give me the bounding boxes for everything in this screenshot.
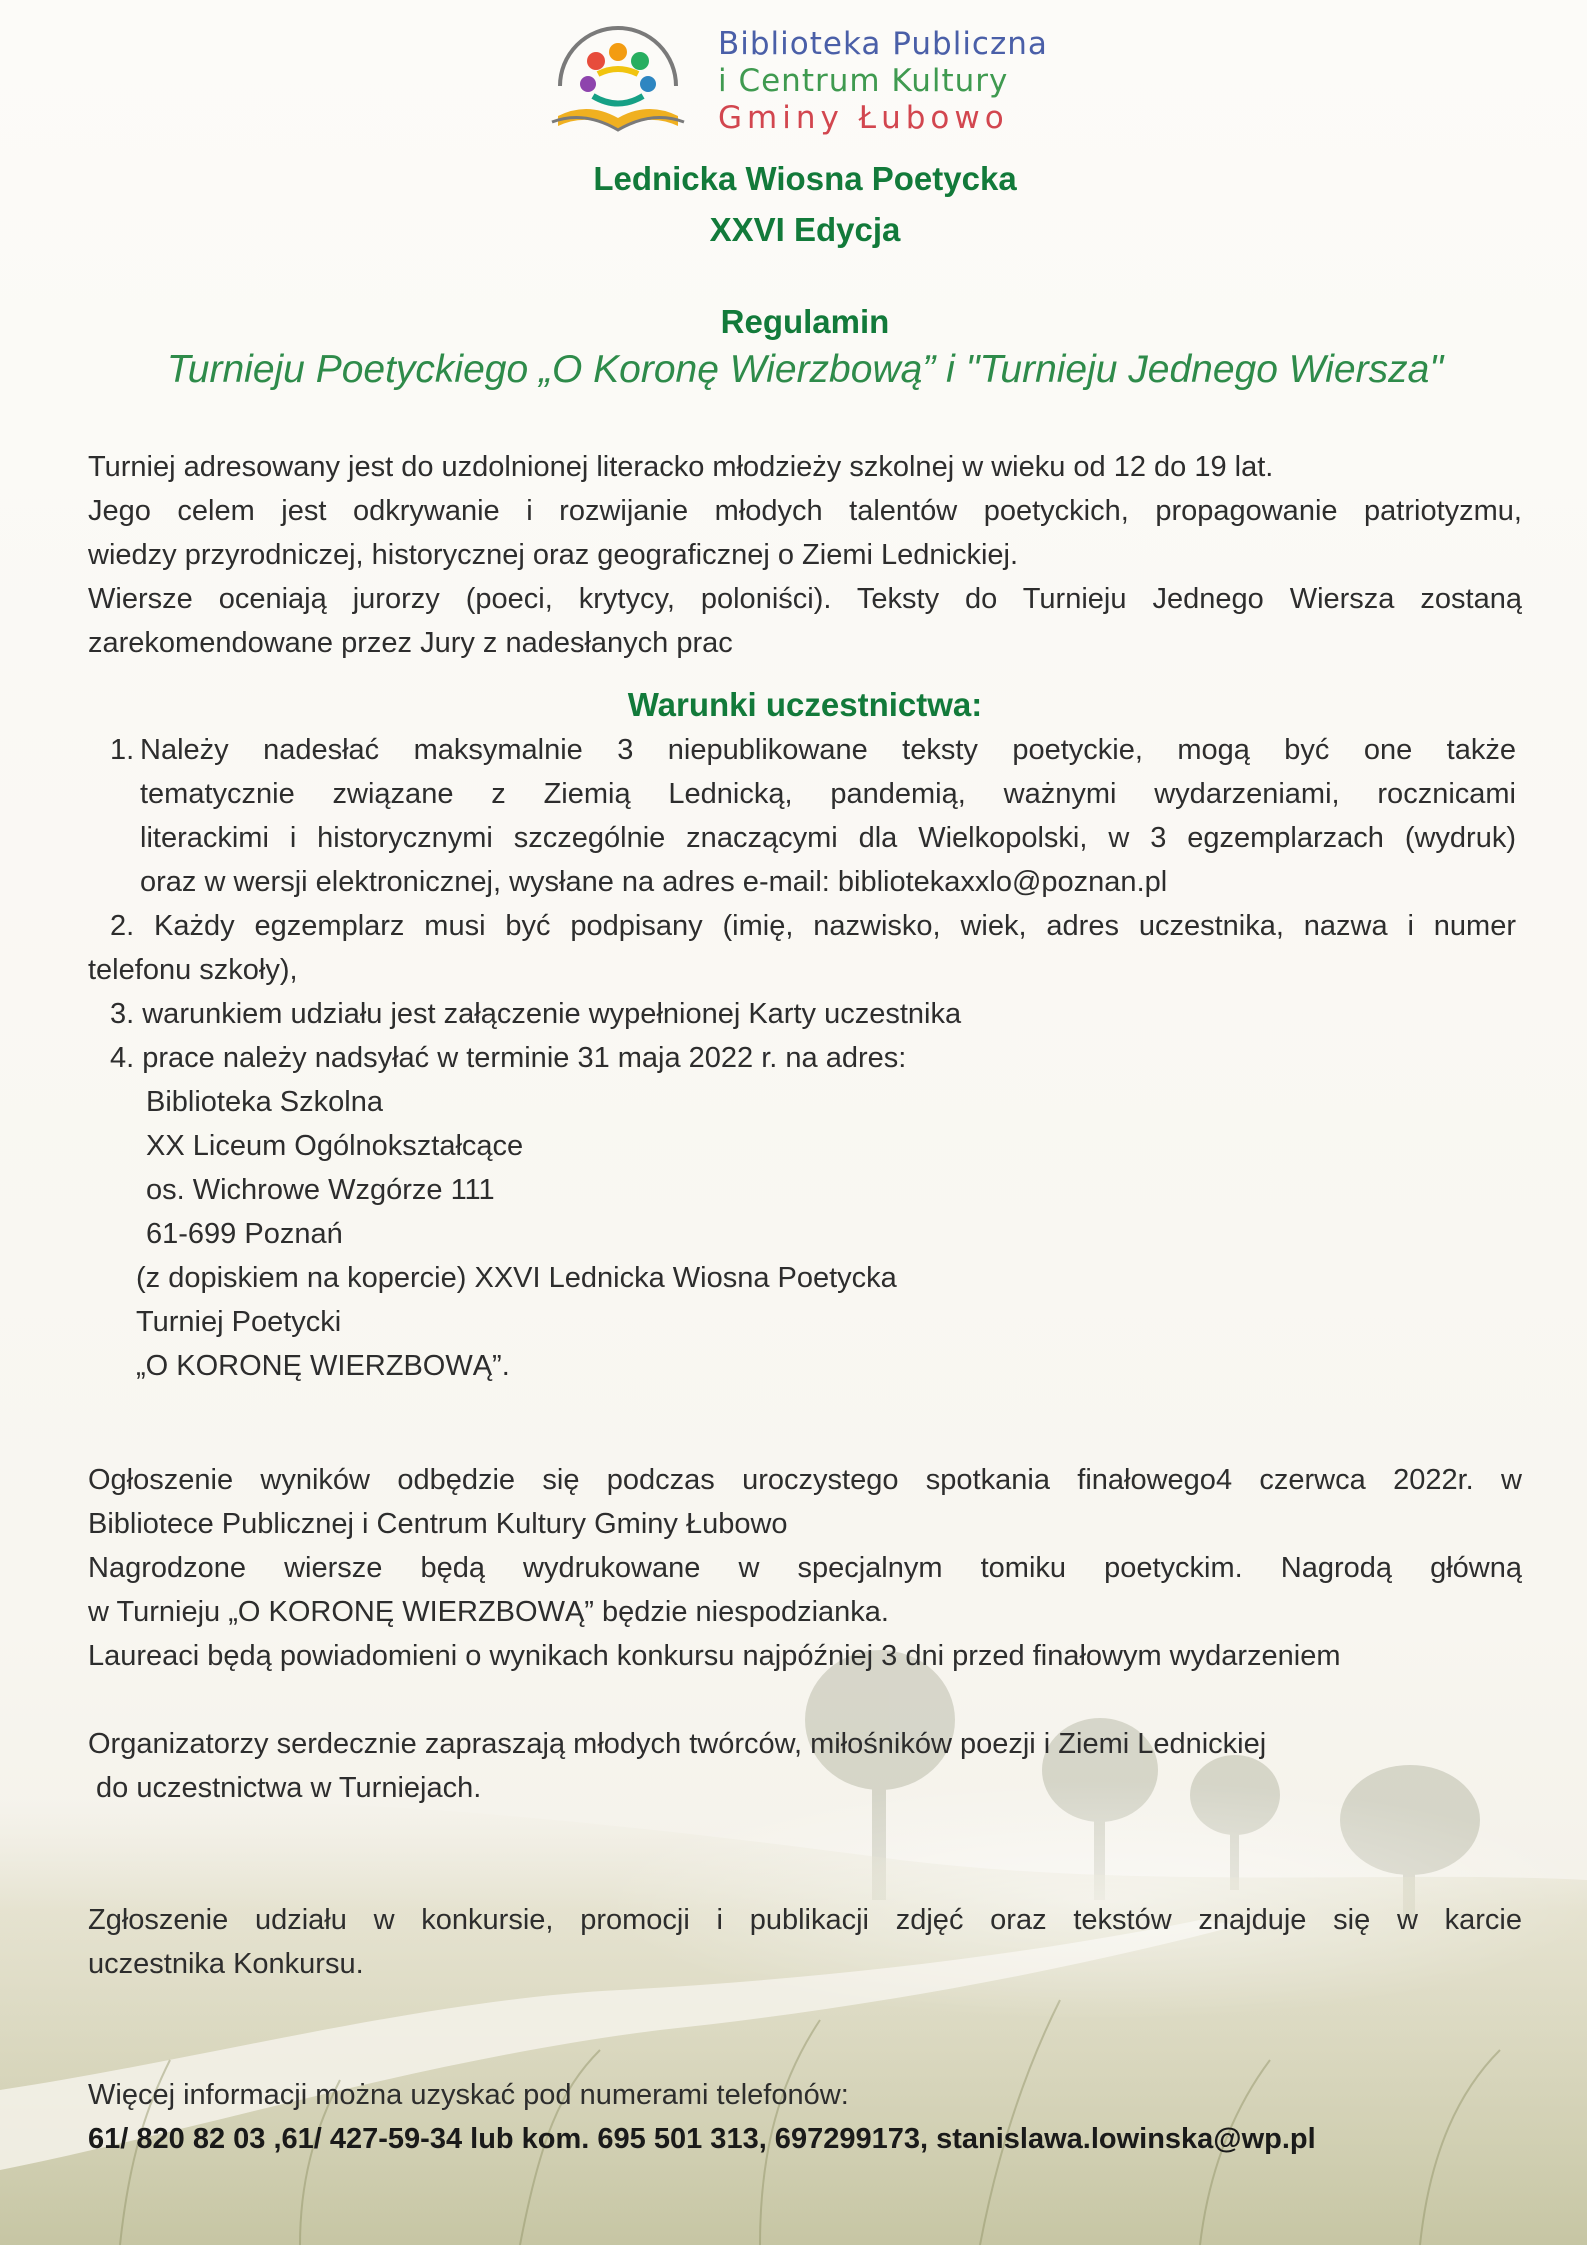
results-line-1: Ogłoszenie wyników odbędzie się podczas uroczystego spotkania finałowego4 czerwca 2022r. w [88, 1464, 1522, 1496]
condition-1-number: 1. [110, 734, 135, 766]
results-paragraph [88, 1458, 1522, 1678]
condition-1-line-4: oraz w wersji elektronicznej, wysłane na adres e-mail: bibliotekaxxlo@poznan.pl [140, 866, 1168, 898]
envelope-note-2: Turniej Poetycki [136, 1306, 342, 1338]
condition-2 [88, 904, 1516, 992]
edition-title: XXVI Edycja [709, 211, 901, 248]
condition-1 [140, 728, 1516, 904]
consent-line-2: uczestnika Konkursu. [88, 1948, 364, 1980]
intro-line-5: zarekomendowane przez Jury z nadesłanych prac [88, 627, 733, 659]
consent-paragraph [88, 1898, 1522, 1986]
condition-1-line-2: tematycznie związane z Ziemią Lednicką, pandemią, ważnymi wydarzeniami, rocznicami [140, 778, 1516, 810]
intro-paragraph [88, 445, 1522, 665]
address-line-3: os. Wichrowe Wzgórze 111 [146, 1174, 495, 1206]
event-title: Lednicka Wiosna Poetycka [593, 160, 1017, 197]
results-line-5: Laureaci będą powiadomieni o wynikach konkursu najpóźniej 3 dni przed finałowym wydarzeniem [88, 1640, 1341, 1672]
envelope-note-1: (z dopiskiem na kopercie) XXVI Lednicka Wiosna Poetycka [136, 1262, 897, 1294]
intro-line-2: Jego celem jest odkrywanie i rozwijanie młodych talentów poetyckich, propagowanie patriotyzmu, [88, 495, 1522, 527]
intro-line-4: Wiersze oceniają jurorzy (poeci, krytycy, poloniści). Teksty do Turnieju Jednego Wiersza zostaną [88, 583, 1522, 615]
contact-paragraph [88, 2073, 1522, 2161]
tournament-subtitle: Turnieju Poetyckiego „O Koronę Wierzbową” i "Turnieju Jednego Wiersza" [166, 348, 1444, 391]
contact-phones-email: 61/ 820 82 03 ,61/ 427-59-34 lub kom. 695 501 313, 697299173, stanislawa.lowinska@wp.pl [88, 2123, 1316, 2155]
regulamin-heading: Regulamin [720, 303, 890, 340]
consent-line-1: Zgłoszenie udziału w konkursie, promocji i publikacji zdjęć oraz tekstów znajduje się w karcie [88, 1904, 1522, 1936]
invite-line-1: Organizatorzy serdecznie zapraszają młodych twórców, miłośników poezji i Ziemi Lednickiej [88, 1728, 1267, 1760]
condition-1-line-3: literackimi i historycznymi szczególnie znaczącymi dla Wielkopolski, w 3 egzemplarzach (wydruk) [140, 822, 1516, 854]
condition-2-line-2: telefonu szkoły), [88, 954, 298, 986]
results-line-4: w Turnieju „O KORONĘ WIERZBOWĄ” będzie niespodzianka. [88, 1596, 889, 1628]
address-line-4: 61-699 Poznań [146, 1218, 343, 1250]
condition-4: 4. prace należy nadsyłać w terminie 31 maja 2022 r. na adres: [110, 1042, 907, 1074]
logo-text [718, 26, 1048, 137]
library-logo [548, 26, 1048, 146]
invite-line-2: do uczestnictwa w Turniejach. [88, 1772, 482, 1804]
logo-line-3: Gminy Łubowo [718, 100, 1009, 136]
results-line-3: Nagrodzone wiersze będą wydrukowane w specjalnym tomiku poetyckim. Nagrodą główną [88, 1552, 1522, 1584]
address-line-2: XX Liceum Ogólnokształcące [146, 1130, 524, 1162]
envelope-note-3: „O KORONĘ WIERZBOWĄ”. [136, 1350, 510, 1382]
address-line-1: Biblioteka Szkolna [146, 1086, 383, 1118]
invite-paragraph [88, 1722, 1522, 1810]
logo-line-1: Biblioteka Publiczna [718, 26, 1048, 62]
intro-line-1: Turniej adresowany jest do uzdolnionej literacko młodzieży szkolnej w wieku od 12 do 19 lat. [88, 451, 1274, 483]
condition-3: 3. warunkiem udziału jest załączenie wypełnionej Karty uczestnika [110, 998, 962, 1030]
open-book-people-icon [548, 26, 688, 146]
conditions-heading: Warunki uczestnictwa: [627, 686, 983, 723]
contact-line-1: Więcej informacji można uzyskać pod numerami telefonów: [88, 2079, 849, 2111]
condition-1-line-1: Należy nadesłać maksymalnie 3 niepublikowane teksty poetyckie, mogą być one także [140, 734, 1516, 766]
logo-line-2: i Centrum Kultury [718, 63, 1009, 99]
results-line-2: Bibliotece Publicznej i Centrum Kultury Gminy Łubowo [88, 1508, 788, 1540]
intro-line-3: wiedzy przyrodniczej, historycznej oraz geograficznej o Ziemi Lednickiej. [88, 539, 1019, 571]
condition-2-line-1: 2. Każdy egzemplarz musi być podpisany (imię, nazwisko, wiek, adres uczestnika, nazwa i numer [110, 910, 1516, 942]
